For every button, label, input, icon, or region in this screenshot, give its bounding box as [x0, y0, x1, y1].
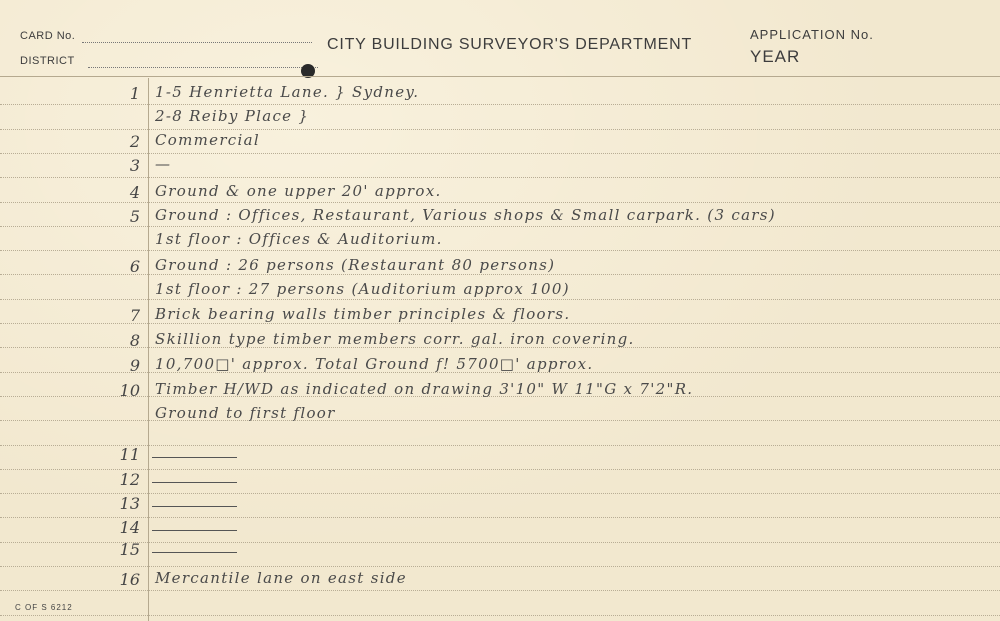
- ruled-line: [0, 420, 1000, 421]
- entry-number: 14: [119, 518, 140, 537]
- entry-text: Ground to first floor: [155, 404, 336, 422]
- entry-number: 8: [129, 331, 140, 350]
- ruled-line: [0, 226, 1000, 227]
- ruled-line: [0, 153, 1000, 154]
- application-no-label: APPLICATION No.: [750, 27, 874, 42]
- entry-text: —: [155, 155, 172, 173]
- margin-line: [148, 78, 149, 621]
- card-no-field: [82, 42, 312, 43]
- entry-number: 4: [129, 183, 140, 202]
- entry-number: 6: [129, 257, 140, 276]
- entry-number: 15: [119, 540, 140, 559]
- district-field: [88, 67, 318, 68]
- year-label: YEAR: [750, 47, 801, 66]
- entry-text: Timber H/WD as indicated on drawing 3'10" W 11"G x 7'2"R.: [155, 380, 694, 398]
- entry-text: Brick bearing walls timber principles & floors.: [155, 305, 571, 323]
- entry-text: 10,700□' approx. Total Ground f! 5700□' approx.: [155, 355, 594, 373]
- ruled-line: [0, 129, 1000, 130]
- entry-text: Ground : 26 persons (Restaurant 80 persons): [155, 256, 556, 274]
- entry-number: 10: [119, 381, 140, 400]
- blank-entry-dash: [152, 530, 237, 531]
- ruled-line: [0, 202, 1000, 203]
- ruled-line: [0, 590, 1000, 591]
- ruled-line: [0, 493, 1000, 494]
- ruled-line: [0, 542, 1000, 543]
- entry-number: 9: [129, 356, 140, 375]
- entry-text: 1st floor : 27 persons (Auditorium approx 100): [155, 280, 570, 298]
- entry-text: Ground : Offices, Restaurant, Various shops & Small carpark. (3 cars): [155, 206, 776, 224]
- form-code: C OF S 6212: [15, 603, 73, 612]
- entry-text: Mercantile lane on east side: [155, 569, 407, 587]
- entry-number: 7: [129, 306, 140, 325]
- entry-number: 16: [119, 570, 140, 589]
- ruled-line: [0, 566, 1000, 567]
- entry-text: Ground & one upper 20' approx.: [155, 182, 442, 200]
- entry-number: 1: [129, 84, 140, 103]
- blank-entry-dash: [152, 552, 237, 553]
- entry-text: Commercial: [155, 131, 260, 149]
- blank-entry-dash: [152, 457, 237, 458]
- entry-number: 2: [129, 132, 140, 151]
- entry-number: 13: [119, 494, 140, 513]
- entry-number: 3: [129, 156, 140, 175]
- entry-text: Skillion type timber members corr. gal. iron covering.: [155, 330, 635, 348]
- ruled-line: [0, 615, 1000, 616]
- ruled-line: [0, 177, 1000, 178]
- entry-number: 12: [119, 470, 140, 489]
- blank-entry-dash: [152, 482, 237, 483]
- ruled-line: [0, 250, 1000, 251]
- ruled-line: [0, 469, 1000, 470]
- entry-number: 5: [129, 207, 140, 226]
- ruled-line: [0, 517, 1000, 518]
- ruled-line: [0, 323, 1000, 324]
- entry-text: 1-5 Henrietta Lane. } Sydney.: [155, 83, 420, 101]
- header-divider: [0, 76, 1000, 77]
- ruled-line: [0, 274, 1000, 275]
- ruled-line: [0, 299, 1000, 300]
- entry-number: 11: [119, 445, 140, 464]
- entry-text: 2-8 Reiby Place }: [155, 107, 310, 125]
- entry-text: 1st floor : Offices & Auditorium.: [155, 230, 443, 248]
- district-label: DISTRICT: [20, 55, 75, 67]
- department-title: CITY BUILDING SURVEYOR'S DEPARTMENT: [327, 36, 693, 53]
- card-no-label: CARD No.: [20, 30, 76, 42]
- blank-entry-dash: [152, 506, 237, 507]
- ruled-line: [0, 445, 1000, 446]
- ruled-line: [0, 104, 1000, 105]
